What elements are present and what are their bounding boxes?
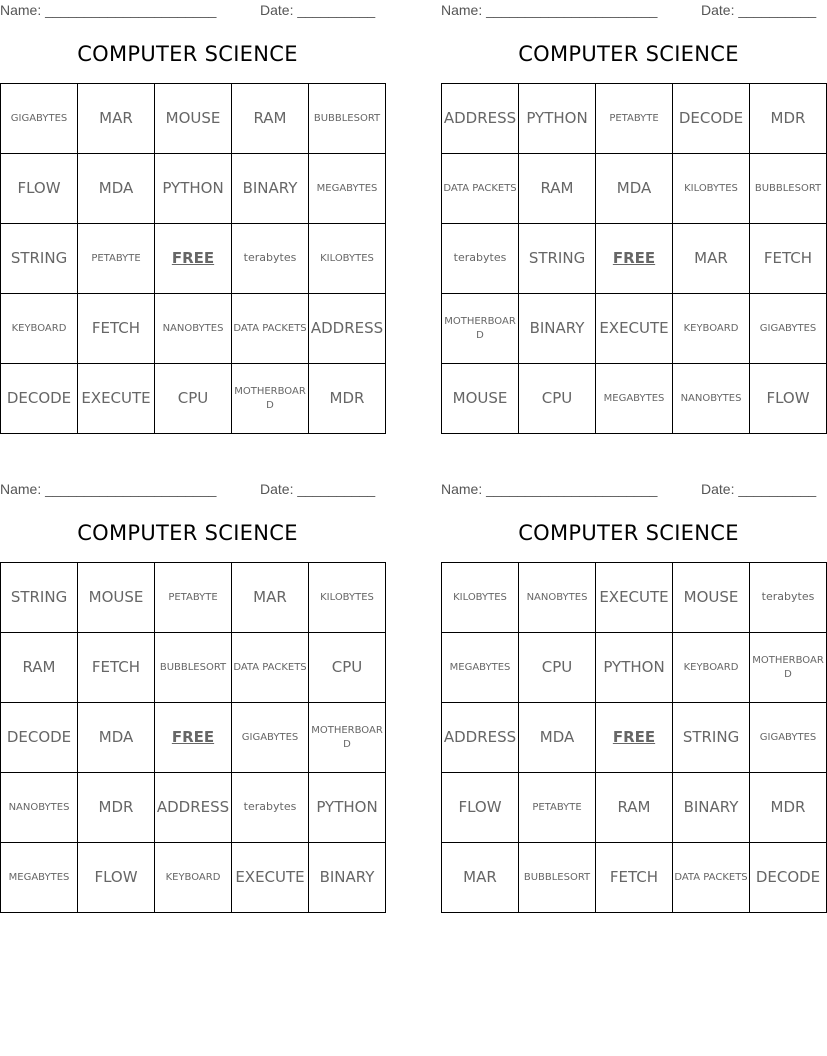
bingo-cell: ADDRESS [309,294,386,364]
bingo-cell: terabytes [750,563,827,633]
bingo-cell: NANOBYTES [155,294,232,364]
bingo-cell: KEYBOARD [673,633,750,703]
bingo-row [442,364,827,434]
bingo-cell: PYTHON [309,773,386,843]
bingo-cell: FETCH [750,224,827,294]
bingo-cell: MOTHERBOARD [750,633,827,703]
bingo-cell: EXECUTE [596,563,673,633]
bingo-cell: MEGABYTES [1,843,78,913]
bingo-cell: MDR [750,773,827,843]
free-space-cell: FREE [155,703,232,773]
date-field: Date: __________ [701,2,817,18]
bingo-cell: DATA PACKETS [442,154,519,224]
bingo-cell: BINARY [309,843,386,913]
bingo-cell: FETCH [596,843,673,913]
bingo-cell: STRING [519,224,596,294]
bingo-cell: KILOBYTES [673,154,750,224]
bingo-cell: EXECUTE [232,843,309,913]
bingo-cell: MDA [78,703,155,773]
bingo-cell: MAR [673,224,750,294]
card-header [0,0,375,22]
bingo-cell: BUBBLESORT [519,843,596,913]
bingo-cell: BUBBLESORT [309,84,386,154]
date-field: Date: __________ [260,2,376,18]
bingo-cell: BINARY [519,294,596,364]
bingo-row [442,294,827,364]
bingo-cell: NANOBYTES [673,364,750,434]
bingo-card [0,479,383,911]
bingo-cell: GIGABYTES [232,703,309,773]
bingo-cell: FETCH [78,294,155,364]
bingo-cell: terabytes [232,224,309,294]
bingo-cell: FETCH [78,633,155,703]
bingo-cell: PETABYTE [155,563,232,633]
bingo-grid [0,562,386,913]
card-title: COMPUTER SCIENCE [518,42,739,66]
bingo-cell: FLOW [750,364,827,434]
bingo-cell: STRING [1,224,78,294]
bingo-cell: DATA PACKETS [673,843,750,913]
bingo-cell: BUBBLESORT [155,633,232,703]
bingo-cell: MDR [309,364,386,434]
bingo-cell: CPU [519,633,596,703]
bingo-cell: KEYBOARD [155,843,232,913]
bingo-row [442,84,827,154]
bingo-cell: KILOBYTES [309,563,386,633]
bingo-cell: GIGABYTES [1,84,78,154]
bingo-cell: RAM [519,154,596,224]
bingo-row [442,843,827,913]
bingo-cell: MDA [78,154,155,224]
bingo-row [1,84,386,154]
bingo-cell: PETABYTE [78,224,155,294]
bingo-cell: DATA PACKETS [232,633,309,703]
bingo-cell: MAR [442,843,519,913]
bingo-cell: FLOW [78,843,155,913]
bingo-row [1,843,386,913]
bingo-cell: NANOBYTES [519,563,596,633]
bingo-grid [441,562,827,913]
card-header [0,479,375,501]
bingo-row [442,703,827,773]
bingo-card [441,0,822,432]
bingo-cell: STRING [673,703,750,773]
bingo-cell: EXECUTE [78,364,155,434]
bingo-cell: CPU [519,364,596,434]
bingo-cell: STRING [1,563,78,633]
bingo-cell: MAR [232,563,309,633]
bingo-cell: NANOBYTES [1,773,78,843]
bingo-row [1,633,386,703]
bingo-cell: KILOBYTES [309,224,386,294]
bingo-cell: MDA [596,154,673,224]
bingo-cell: CPU [155,364,232,434]
card-title: COMPUTER SCIENCE [77,42,298,66]
bingo-cell: RAM [596,773,673,843]
bingo-cell: DECODE [673,84,750,154]
bingo-cell: MEGABYTES [442,633,519,703]
free-space-cell: FREE [596,703,673,773]
bingo-cell: RAM [1,633,78,703]
bingo-cell: GIGABYTES [750,703,827,773]
bingo-row [1,154,386,224]
bingo-cell: PETABYTE [519,773,596,843]
bingo-cell: DATA PACKETS [232,294,309,364]
bingo-cell: ADDRESS [442,84,519,154]
free-space-cell: FREE [596,224,673,294]
bingo-cell: MEGABYTES [309,154,386,224]
bingo-cell: MOUSE [155,84,232,154]
name-field: Name: ______________________ [0,481,217,497]
bingo-cell: CPU [309,633,386,703]
bingo-cell: MDA [519,703,596,773]
bingo-cell: MOTHERBOARD [232,364,309,434]
card-header [441,479,816,501]
bingo-cell: GIGABYTES [750,294,827,364]
bingo-cell: MAR [78,84,155,154]
bingo-row [442,563,827,633]
bingo-cell: PYTHON [596,633,673,703]
bingo-row [442,773,827,843]
bingo-cell: terabytes [442,224,519,294]
bingo-cell: ADDRESS [155,773,232,843]
bingo-cell: BINARY [232,154,309,224]
bingo-row [442,224,827,294]
bingo-row [1,703,386,773]
name-field: Name: ______________________ [441,481,658,497]
bingo-cell: MDR [78,773,155,843]
bingo-cell: PETABYTE [596,84,673,154]
bingo-cell: FLOW [442,773,519,843]
card-title: COMPUTER SCIENCE [518,521,739,545]
bingo-cell: ADDRESS [442,703,519,773]
name-field: Name: ______________________ [441,2,658,18]
bingo-cell: DECODE [750,843,827,913]
bingo-cell: MOUSE [673,563,750,633]
bingo-cell: terabytes [232,773,309,843]
bingo-row [1,563,386,633]
card-title: COMPUTER SCIENCE [77,521,298,545]
bingo-cell: MOTHERBOARD [309,703,386,773]
free-space-cell: FREE [155,224,232,294]
bingo-row [442,154,827,224]
bingo-cell: BUBBLESORT [750,154,827,224]
bingo-card [0,0,384,432]
bingo-grid [441,83,827,434]
bingo-card [441,479,824,911]
bingo-cell: RAM [232,84,309,154]
bingo-cell: PYTHON [155,154,232,224]
bingo-row [1,773,386,843]
bingo-row [442,633,827,703]
bingo-cell: MOUSE [442,364,519,434]
bingo-row [1,294,386,364]
bingo-cell: BINARY [673,773,750,843]
bingo-cell: DECODE [1,364,78,434]
bingo-cell: MDR [750,84,827,154]
bingo-cell: MEGABYTES [596,364,673,434]
date-field: Date: __________ [701,481,817,497]
bingo-cell: MOTHERBOARD [442,294,519,364]
bingo-cell: EXECUTE [596,294,673,364]
bingo-cell: PYTHON [519,84,596,154]
bingo-cell: KILOBYTES [442,563,519,633]
bingo-cell: MOUSE [78,563,155,633]
bingo-row [1,364,386,434]
bingo-row [1,224,386,294]
date-field: Date: __________ [260,481,376,497]
bingo-cell: KEYBOARD [1,294,78,364]
bingo-grid [0,83,386,434]
card-header [441,0,816,22]
name-field: Name: ______________________ [0,2,217,18]
bingo-cell: KEYBOARD [673,294,750,364]
bingo-cell: DECODE [1,703,78,773]
bingo-cell: FLOW [1,154,78,224]
